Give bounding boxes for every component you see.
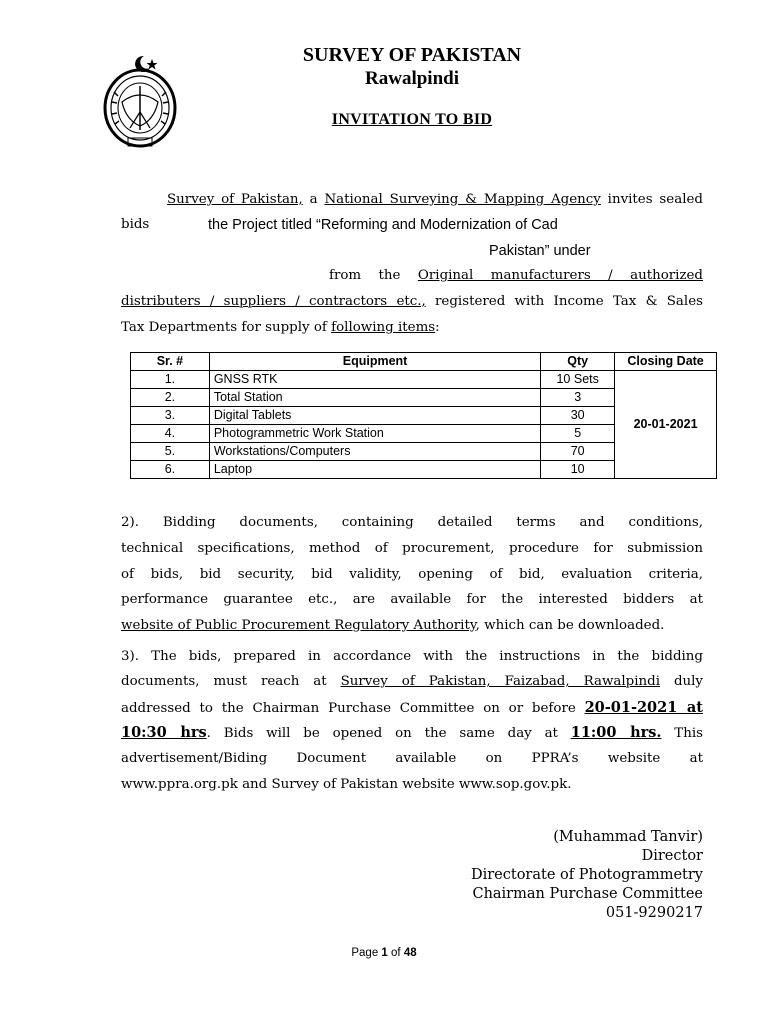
para3-line6: www.ppra.org.pk and Survey of Pakistan website www.sop.gov.pk.	[121, 777, 572, 792]
project-title-text: the Project titled “Reforming and Modernization of Cad	[208, 217, 558, 233]
address-text: Survey of Pakistan, Faizabad, Rawalpindi	[340, 674, 661, 689]
page-label: Page	[351, 947, 379, 959]
cell-equipment: Total Station	[209, 389, 540, 407]
text: . Bids will be opened on the same day at	[206, 726, 571, 741]
cell-sr: 4.	[131, 425, 210, 443]
manufacturers-text: Original manufacturers / authorized	[417, 268, 703, 283]
organization-name: SURVEY OF PAKISTAN	[302, 44, 522, 66]
para1-line2	[121, 216, 703, 234]
text: Tax Departments for supply of	[121, 320, 332, 335]
cell-sr: 6.	[131, 461, 210, 479]
para2-line3: of bids, bid security, bid validity, opening of bid, evaluation criteria,	[121, 567, 703, 582]
signatory-phone: 051-9290217	[605, 905, 703, 921]
text: duly	[660, 674, 703, 689]
page-number	[0, 947, 768, 959]
cell-sr: 5.	[131, 443, 210, 461]
para3-line2	[121, 673, 703, 691]
cell-equipment: Digital Tablets	[209, 407, 540, 425]
deadline-time-text: 10:30 hrs	[121, 724, 207, 741]
para1-line1	[121, 191, 703, 209]
agency-text: National Surveying & Mapping Agency	[324, 192, 601, 207]
para2-line4: performance guarantee etc., are available for the interested bidders at	[121, 592, 703, 607]
para3-line1: 3). The bids, prepared in accordance with the instructions in the bidding	[121, 649, 703, 664]
text: registered with Income Tax & Sales	[425, 294, 703, 309]
cell-equipment: GNSS RTK	[209, 371, 540, 389]
text: bids	[121, 217, 150, 232]
cell-qty: 3	[541, 389, 615, 407]
header-sr: Sr. #	[131, 353, 210, 371]
para3-line5: advertisement/Biding Document available on PPRA’s website at	[121, 751, 703, 766]
para2-line1: 2). Bidding documents, containing detailed terms and conditions,	[121, 515, 703, 530]
text: , which can be downloaded.	[475, 618, 665, 633]
signatory-name: (Muhammad Tanvir)	[553, 829, 703, 845]
cell-qty: 10	[541, 461, 615, 479]
text: This	[661, 726, 703, 741]
opening-time-text: 11:00 hrs.	[570, 724, 662, 741]
closing-date-cell: 20-01-2021	[615, 371, 717, 479]
para2-line5	[121, 617, 703, 635]
cell-qty: 70	[541, 443, 615, 461]
para3-line4	[121, 724, 703, 743]
document-title: INVITATION TO BID	[331, 111, 493, 128]
organization-city: Rawalpindi	[365, 68, 459, 89]
page-total: 48	[403, 947, 417, 959]
cell-equipment: Laptop	[209, 461, 540, 479]
page-current: 1	[381, 947, 388, 959]
cell-qty: 30	[541, 407, 615, 425]
ppra-website-text: website of Public Procurement Regulatory Authority	[121, 618, 476, 633]
cell-sr: 1.	[131, 371, 210, 389]
para2-line2: technical specifications, method of procurement, procedure for submission	[121, 541, 703, 556]
cell-qty: 10 Sets	[541, 371, 615, 389]
signatory-directorate: Directorate of Photogrammetry	[470, 867, 703, 883]
text: from the	[329, 268, 418, 283]
cell-sr: 3.	[131, 407, 210, 425]
page-of: of	[391, 947, 401, 959]
text: invites sealed	[600, 192, 703, 207]
org-link-text: Survey of Pakistan,	[167, 192, 303, 207]
survey-of-pakistan-emblem	[100, 52, 180, 152]
cell-equipment: Workstations/Computers	[209, 443, 540, 461]
deadline-date-text: 20-01-2021 at	[584, 699, 704, 716]
text: addressed to the Chairman Purchase Committee on or before	[121, 701, 585, 716]
para1-line5	[121, 293, 703, 311]
header-qty: Qty	[541, 353, 615, 371]
cell-qty: 5	[541, 425, 615, 443]
cell-sr: 2.	[131, 389, 210, 407]
text: documents, must reach at	[121, 674, 341, 689]
table-header-row	[131, 353, 717, 371]
signatory-designation: Director	[641, 848, 703, 864]
header-closing-date: Closing Date	[615, 353, 717, 371]
para3-line3	[121, 699, 703, 718]
text: a	[302, 192, 325, 207]
table-row	[131, 371, 717, 389]
text: :	[435, 320, 440, 335]
header-equipment: Equipment	[209, 353, 540, 371]
cell-equipment: Photogrammetric Work Station	[209, 425, 540, 443]
distributors-text: distributers / suppliers / contractors etc.,	[121, 294, 426, 309]
items-table	[130, 352, 717, 479]
project-title-cont: Pakistan” under	[489, 243, 591, 259]
para1-line4	[329, 267, 703, 285]
signatory-committee: Chairman Purchase Committee	[472, 886, 703, 902]
para1-line6	[121, 319, 703, 337]
following-items-text: following items	[331, 320, 436, 335]
